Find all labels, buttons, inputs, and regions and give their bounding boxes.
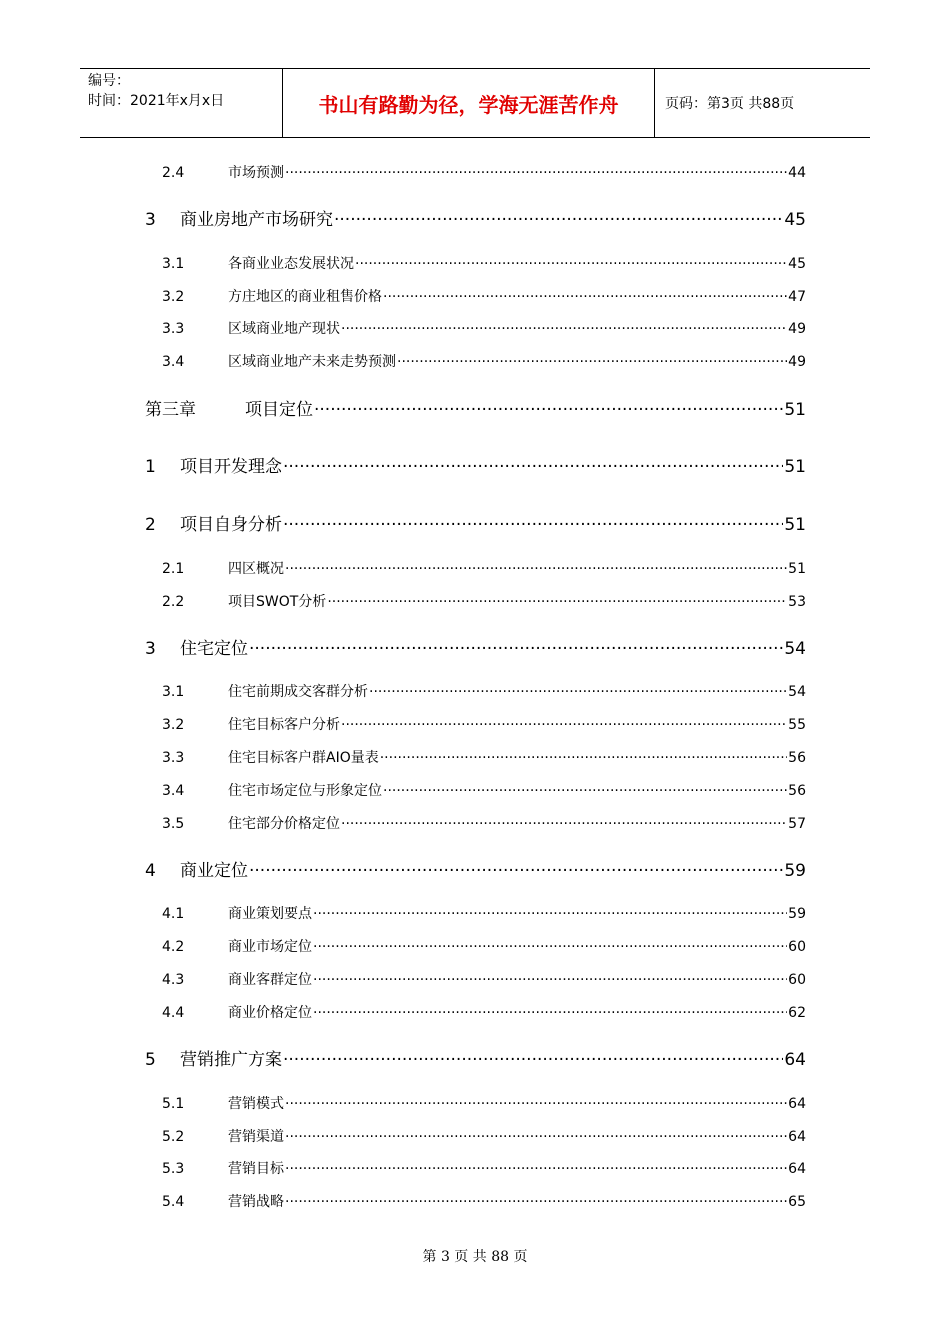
toc-entry-number: 4.2: [162, 939, 185, 955]
toc-entry[interactable]: [145, 1093, 806, 1113]
toc-entry-title: 住宅定位: [180, 639, 248, 659]
number-label: 编号：: [88, 73, 130, 89]
toc-dot-leader: [334, 208, 783, 225]
toc-entry-page: 59: [788, 906, 806, 922]
toc-entry[interactable]: [145, 681, 806, 701]
toc-entry-title: 项目自身分析: [180, 515, 282, 535]
toc-entry-title: 商业定位: [180, 861, 248, 881]
toc-entry[interactable]: [145, 591, 806, 611]
toc-entry-number: 4: [145, 861, 156, 881]
toc-dot-leader: [283, 513, 783, 530]
toc-dot-leader: [327, 592, 787, 606]
toc-dot-leader: [285, 1094, 787, 1108]
toc-entry-title: 营销目标: [228, 1161, 284, 1177]
toc-entry-page: 59: [784, 861, 806, 881]
toc-entry-title: 住宅前期成交客群分析: [228, 684, 368, 700]
toc-entry-title: 住宅目标客户分析: [228, 717, 340, 733]
toc-dot-leader: [313, 937, 787, 951]
toc-entry-page: 47: [788, 289, 806, 305]
toc-dot-leader: [313, 1003, 787, 1017]
toc-entry-number: 5.3: [162, 1161, 185, 1177]
toc-dot-leader: [383, 781, 787, 795]
toc-dot-leader: [285, 1127, 787, 1141]
toc-dot-leader: [313, 970, 787, 984]
toc-entry-page: 51: [784, 515, 806, 535]
toc-entry-title: 市场预测: [228, 165, 284, 181]
toc-entry-title: 商业市场定位: [228, 939, 312, 955]
toc-entry-page: 45: [788, 256, 806, 272]
toc-entry[interactable]: [145, 395, 806, 420]
toc-entry[interactable]: [145, 351, 806, 371]
toc-entry-number: 2.2: [162, 594, 185, 610]
toc-entry-page: 45: [784, 210, 806, 230]
toc-entry-page: 60: [788, 939, 806, 955]
toc-entry-title: 项目SWOT分析: [228, 594, 327, 610]
toc-entry-title: 营销模式: [228, 1096, 284, 1112]
toc-entry[interactable]: [145, 1158, 806, 1178]
toc-entry-title: 营销战略: [228, 1194, 284, 1210]
toc-entry-title: 住宅目标客户群AIO量表: [228, 750, 379, 766]
toc-entry-title: 商业客群定位: [228, 972, 312, 988]
toc-entry-number: 3.2: [162, 289, 185, 305]
toc-dot-leader: [285, 1159, 787, 1173]
toc-dot-leader: [383, 287, 787, 301]
toc-entry-page: 56: [788, 783, 806, 799]
toc-dot-leader: [397, 352, 787, 366]
toc-entry-page: 54: [784, 639, 806, 659]
toc-dot-leader: [341, 814, 787, 828]
toc-entry-page: 57: [788, 816, 806, 832]
toc-entry-number: 4.1: [162, 906, 185, 922]
toc-entry-number: 3: [145, 210, 156, 230]
toc-entry[interactable]: [145, 1126, 806, 1146]
toc-entry-page: 64: [788, 1129, 806, 1145]
toc-dot-leader: [341, 715, 787, 729]
toc-entry-number: 3.1: [162, 256, 185, 272]
toc-entry-title: 各商业业态发展状况: [228, 256, 354, 272]
toc-dot-leader: [314, 398, 783, 415]
header-motto: 书山有路勤为径，学海无涯苦作舟: [282, 69, 655, 137]
toc-entry[interactable]: [145, 969, 806, 989]
toc-entry[interactable]: [145, 286, 806, 306]
toc-entry-page: 62: [788, 1005, 806, 1021]
toc-entry-page: 53: [788, 594, 806, 610]
toc-entry-page: 64: [784, 1050, 806, 1070]
toc-entry-number: 5.1: [162, 1096, 185, 1112]
toc-entry-title: 住宅市场定位与形象定位: [228, 783, 382, 799]
toc-entry-page: 64: [788, 1096, 806, 1112]
toc-dot-leader: [341, 319, 787, 333]
toc-entry-title: 住宅部分价格定位: [228, 816, 340, 832]
time-label: 时间：2021年x月x日: [88, 93, 225, 109]
toc-dot-leader: [283, 1048, 783, 1065]
toc-dot-leader: [283, 455, 783, 472]
toc-entry[interactable]: [145, 1045, 806, 1070]
toc-entry-page: 51: [788, 561, 806, 577]
toc-entry-title: 商业策划要点: [228, 906, 312, 922]
toc-entry-page: 56: [788, 750, 806, 766]
toc-entry-number: 5.4: [162, 1194, 185, 1210]
toc-entry-number: 3.4: [162, 354, 185, 370]
toc-entry-title: 项目定位: [245, 400, 313, 420]
toc-dot-leader: [380, 748, 787, 762]
toc-dot-leader: [369, 682, 787, 696]
toc-entry-number: 2.1: [162, 561, 185, 577]
toc-entry[interactable]: [145, 452, 806, 477]
toc-entry-title: 方庄地区的商业租售价格: [228, 289, 382, 305]
toc-entry[interactable]: [145, 903, 806, 923]
toc-entry-number: 3: [145, 639, 156, 659]
page-header: [80, 68, 870, 138]
toc-entry-title: 区域商业地产现状: [228, 321, 340, 337]
toc-entry[interactable]: [145, 1191, 806, 1211]
toc-entry-number: 2: [145, 515, 156, 535]
toc-entry-title: 营销推广方案: [180, 1050, 282, 1070]
toc-dot-leader: [355, 254, 787, 268]
toc-entry[interactable]: [145, 318, 806, 338]
toc-dot-leader: [249, 637, 783, 654]
toc-entry-title: 商业房地产市场研究: [180, 210, 333, 230]
toc-dot-leader: [249, 859, 783, 876]
toc-entry-title: 项目开发理念: [180, 457, 282, 477]
toc-entry-page: 49: [788, 321, 806, 337]
toc-entry[interactable]: [145, 747, 806, 767]
toc-entry-title: 四区概况: [228, 561, 284, 577]
toc-entry-page: 51: [784, 400, 806, 420]
toc-entry-number: 5.2: [162, 1129, 185, 1145]
toc-entry-page: 60: [788, 972, 806, 988]
toc-entry-page: 54: [788, 684, 806, 700]
toc-entry[interactable]: [145, 780, 806, 800]
toc-entry[interactable]: [145, 205, 806, 230]
toc-entry[interactable]: [145, 510, 806, 535]
toc-entry-number: 2.4: [162, 165, 185, 181]
toc-entry-page: 49: [788, 354, 806, 370]
toc-entry-number: 3.3: [162, 321, 185, 337]
toc-entry-number: 4.3: [162, 972, 185, 988]
toc-entry-number: 3.2: [162, 717, 185, 733]
header-page-info: 页码：第3页 共88页: [665, 96, 795, 112]
toc-entry[interactable]: [145, 813, 806, 833]
toc-entry-number: 5: [145, 1050, 156, 1070]
toc-entry-number: 3.3: [162, 750, 185, 766]
toc-entry[interactable]: [145, 558, 806, 578]
toc-entry[interactable]: [145, 253, 806, 273]
toc-entry[interactable]: [145, 634, 806, 659]
toc-entry[interactable]: [145, 162, 806, 182]
toc-entry[interactable]: [145, 714, 806, 734]
toc-dot-leader: [285, 163, 787, 177]
toc-entry-number: 1: [145, 457, 156, 477]
toc-dot-leader: [285, 559, 787, 573]
toc-entry-page: 55: [788, 717, 806, 733]
toc-entry-page: 65: [788, 1194, 806, 1210]
toc-dot-leader: [313, 904, 787, 918]
toc-entry-number: 第三章: [145, 400, 196, 420]
toc-dot-leader: [285, 1192, 787, 1206]
toc-entry-page: 44: [788, 165, 806, 181]
page-footer: 第 3 页 共 88 页: [422, 1249, 528, 1265]
toc-entry-page: 51: [784, 457, 806, 477]
toc-entry-number: 3.5: [162, 816, 185, 832]
toc-entry-number: 3.1: [162, 684, 185, 700]
toc-entry[interactable]: [145, 1002, 806, 1022]
toc-entry-number: 3.4: [162, 783, 185, 799]
toc-entry-page: 64: [788, 1161, 806, 1177]
header-meta: [80, 69, 282, 137]
toc-entry[interactable]: [145, 856, 806, 881]
toc-entry-title: 区域商业地产未来走势预测: [228, 354, 396, 370]
toc-entry-title: 营销渠道: [228, 1129, 284, 1145]
toc-entry-title: 商业价格定位: [228, 1005, 312, 1021]
toc-entry[interactable]: [145, 936, 806, 956]
toc-entry-number: 4.4: [162, 1005, 185, 1021]
